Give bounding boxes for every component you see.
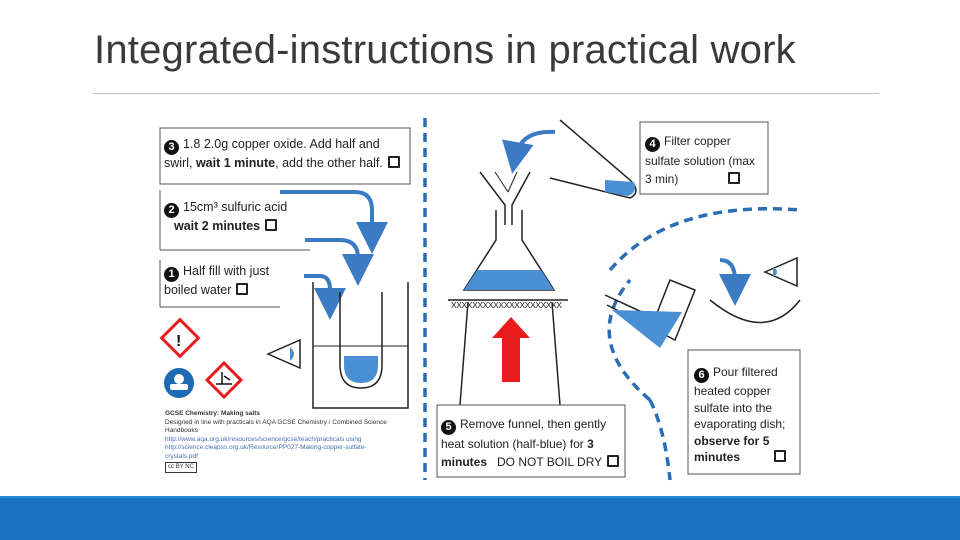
step-5-line1: Remove funnel, then gently <box>460 417 607 431</box>
step-number: 2 <box>164 203 179 218</box>
credits-link[interactable]: http://www.aqa.org.uk/resources/science/gcse/teach/practicals using <box>165 435 362 443</box>
step-2-wait: wait 2 minutes <box>174 219 261 233</box>
step-6-line2: heated copper <box>694 384 771 398</box>
step-5-line2: heat solution (half-blue) for <box>441 437 588 451</box>
step-3-box <box>164 136 408 172</box>
step-4-line2: sulfate solution (max <box>645 154 756 168</box>
checkbox-icon[interactable] <box>774 450 786 462</box>
checkbox-icon[interactable] <box>607 455 619 467</box>
credits-block <box>165 410 410 473</box>
step-3-wait: wait 1 minute <box>195 156 276 170</box>
step-2-line1: 15cm³ sulfuric acid <box>183 200 288 214</box>
checkbox-icon[interactable] <box>728 172 740 184</box>
step-1-line2: boiled water <box>164 283 232 297</box>
footer-bar <box>0 498 960 540</box>
arrow-step2 <box>305 240 358 270</box>
step-number: 1 <box>164 267 179 282</box>
credits-title: GCSE Chemistry: Making salts <box>165 410 260 417</box>
tripod-leg-right <box>552 302 560 405</box>
step-1-box <box>164 263 304 299</box>
step-6-line3: sulfate into the <box>694 400 773 415</box>
step-number: 4 <box>645 137 660 152</box>
checkbox-icon[interactable] <box>388 156 400 168</box>
step-5-warning: DO NOT BOIL DRY <box>487 455 603 469</box>
step-1-line1: Half fill with just <box>183 264 270 278</box>
credits-link[interactable]: crystals.pdf <box>165 452 198 460</box>
step-3-line1: 1.8 2.0g copper oxide. Add half and <box>183 137 380 151</box>
credits-line: Handbooks <box>165 427 198 434</box>
step-4-line1: Filter copper <box>664 134 731 148</box>
eye-icon-right <box>765 258 797 286</box>
step-5-minutes-number: 3 <box>587 437 594 451</box>
beaker <box>313 282 408 408</box>
step-4-box <box>645 132 767 188</box>
credits-link[interactable]: http://science.cleapss.org.uk/Resource/PP027-Making-copper-sulfate- <box>165 444 367 451</box>
step-4-line3: 3 min) <box>645 172 679 186</box>
evaporating-dish <box>710 300 800 323</box>
step-6-line1: Pour filtered <box>713 365 778 379</box>
arrow-to-dish <box>720 260 735 290</box>
title-divider <box>93 93 879 94</box>
step-5-box <box>441 415 623 471</box>
step-3-line2a: swirl, <box>164 156 196 170</box>
heat-arrow <box>492 317 530 382</box>
gauze-mesh: XXXXXXXXXXXXXXXXXXXXX <box>451 300 562 310</box>
step-6-box <box>694 364 798 466</box>
step-3-line2c: , add the other half. <box>275 156 383 170</box>
checkbox-icon[interactable] <box>265 219 277 231</box>
evaporating-liquid <box>612 310 682 348</box>
tripod-leg-left <box>460 302 468 405</box>
environment-hazard-icon <box>207 363 241 397</box>
step-number: 6 <box>694 368 709 383</box>
arrow-to-funnel <box>515 132 555 158</box>
step-2-box <box>164 199 304 235</box>
checkbox-icon[interactable] <box>236 283 248 295</box>
slide-title: Integrated-instructions in practical work <box>94 28 796 72</box>
step-6-observe: observe for 5 <box>694 433 770 448</box>
step-6-minutes: minutes <box>694 450 741 464</box>
arrow-step1 <box>300 276 330 304</box>
step-5-minutes: minutes <box>441 455 488 469</box>
eye-icon <box>268 340 300 368</box>
practical-instructions-figure <box>150 110 830 490</box>
step-number: 5 <box>441 420 456 435</box>
credits-line: Designed in line with practicals in AQA GCSE Chemistry / Combined Science <box>165 418 387 426</box>
step-number: 3 <box>164 140 179 155</box>
flask-liquid <box>464 270 554 290</box>
license-badge: cc BY NC <box>165 462 197 473</box>
step-6-line4: evaporating dish; <box>694 417 786 431</box>
test-tube-liquid <box>344 356 378 383</box>
svg-text:!: ! <box>176 333 182 350</box>
